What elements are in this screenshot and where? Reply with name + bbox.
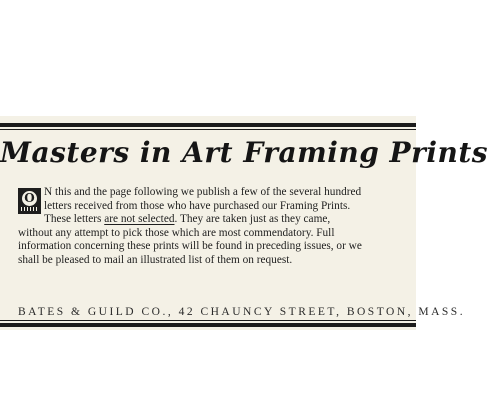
bottom-thick-rule — [0, 323, 416, 327]
scanned-page — [0, 116, 488, 330]
page-title: Masters in Art Framing Prints — [0, 136, 488, 169]
paragraph-line-3-start: These letters — [44, 213, 105, 225]
paragraph-line-6: shall be pleased to mail an illustrated list of them on request. — [18, 253, 293, 266]
top-thin-rule — [0, 129, 416, 130]
top-thick-rule — [0, 123, 416, 127]
paragraph-line-5: information concerning these prints will be found in preceding issues, or we — [18, 240, 362, 252]
dropcap-letter: O — [24, 191, 35, 205]
bottom-thin-rule — [0, 320, 416, 321]
paragraph-line-2: letters received from those who have purchased our Framing Prints. — [44, 199, 351, 212]
paragraph-line-3-end: . They are taken just as they came, — [174, 213, 331, 225]
paragraph-line-1: N this and the page following we publish a few of the several hundred — [44, 186, 362, 198]
body-paragraph — [18, 186, 402, 267]
underlined-phrase: are not selected — [104, 213, 175, 225]
paragraph-line-3 — [18, 213, 402, 227]
paragraph-line-4: without any attempt to pick those which are most commendatory. Full — [18, 226, 335, 239]
publisher-address: BATES & GUILD CO., 42 CHAUNCY STREET, BOSTON, MASS. — [18, 306, 466, 318]
